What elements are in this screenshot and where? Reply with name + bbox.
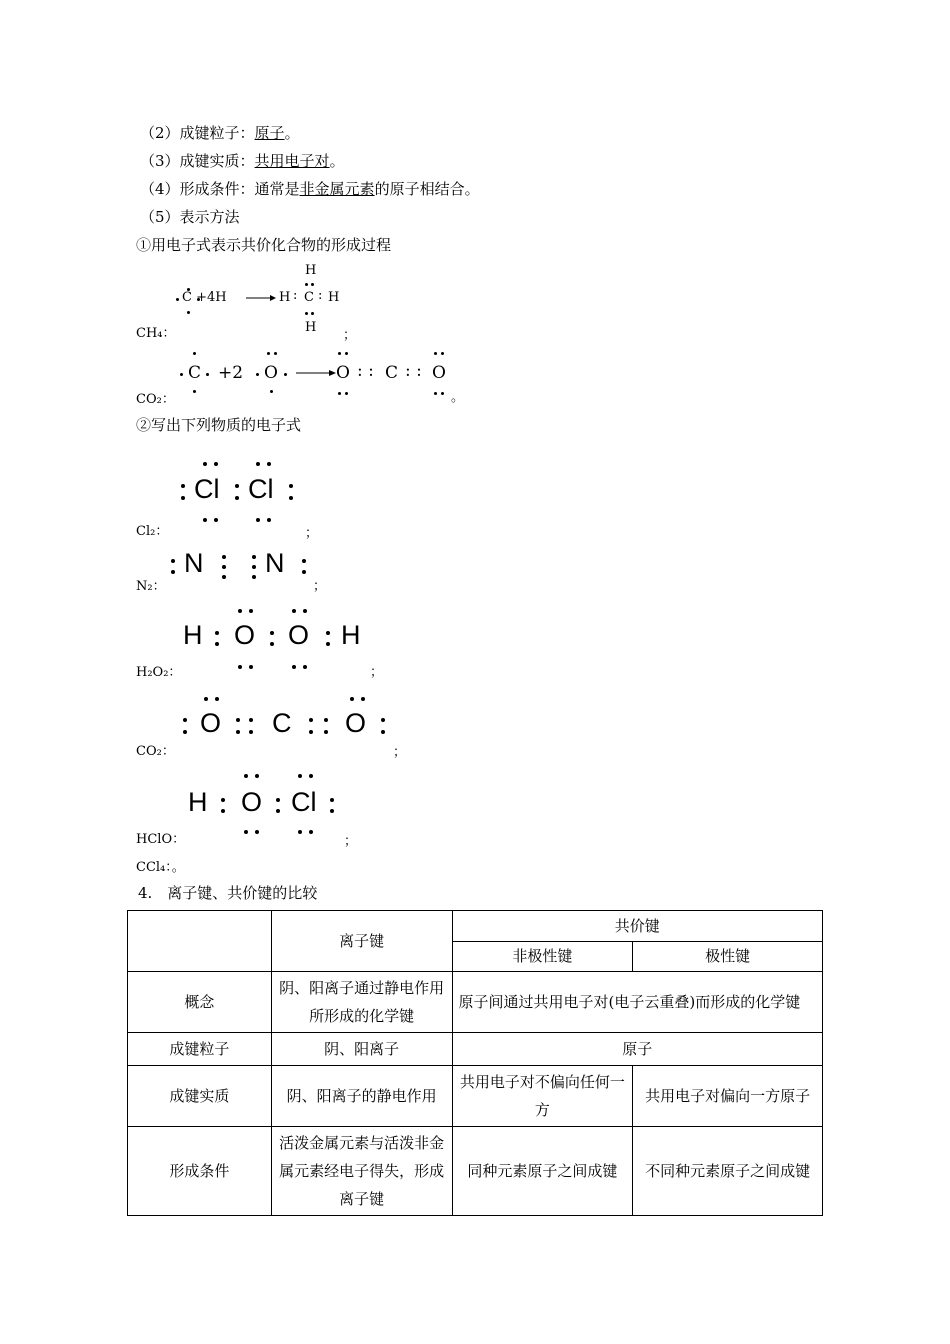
- hclo-cl: Cl: [291, 787, 317, 817]
- h2o2-h-1: H: [183, 620, 203, 650]
- concept-covalent: 原子间通过共用电子对(电子云重叠)而形成的化学键: [452, 972, 822, 1033]
- ch4-c: C: [304, 290, 314, 305]
- co2-semicolon: ；: [393, 745, 407, 760]
- cl2-label: Cl₂：: [136, 524, 169, 539]
- essence-nonpolar: 共用电子对不偏向任何一方: [452, 1066, 633, 1127]
- n2-label: N₂：: [136, 579, 166, 594]
- ccl4-label: CCl₄：。: [136, 860, 185, 875]
- header-empty-cell: [128, 911, 272, 972]
- n2-atom-2: N: [265, 548, 285, 578]
- hclo-semicolon: ；: [344, 834, 358, 849]
- ch4-colon-left: :: [293, 288, 298, 303]
- particles-covalent: 原子: [452, 1033, 822, 1066]
- co2-plus: +2: [218, 363, 244, 383]
- n2-semicolon: ；: [313, 579, 327, 594]
- h2o2-label: H₂O₂：: [136, 665, 182, 680]
- item-3-label: （3）成键实质：: [140, 152, 255, 170]
- item-3-value: 共用电子对: [254, 152, 330, 170]
- n2-atom-1: N: [184, 548, 204, 578]
- subheading-formation: ①用电子式表示共价化合物的形成过程: [136, 236, 392, 254]
- hclo-label: HClO：: [136, 832, 186, 847]
- item-3-suffix: 。: [329, 152, 345, 170]
- ch4-label: CH₄：: [136, 326, 176, 341]
- h2o2-semicolon: ；: [370, 665, 384, 680]
- particles-ionic: 阴、阳离子: [271, 1033, 452, 1066]
- ch4-colon-right: :: [318, 288, 323, 303]
- co2-o-left: O: [200, 708, 222, 738]
- arrow-icon: [296, 368, 336, 378]
- co2-o-reactant: O: [264, 363, 278, 383]
- row-label-essence: 成键实质: [128, 1066, 272, 1127]
- ch4-h-top: H: [305, 263, 317, 278]
- item-2: [140, 122, 300, 143]
- header-ionic: 离子键: [271, 911, 452, 972]
- ch4-semicolon: ；: [343, 328, 357, 343]
- item-4-suffix: 的原子相结合。: [374, 180, 480, 198]
- hclo-h: H: [188, 787, 208, 817]
- item-4-value: 非金属元素: [299, 180, 375, 198]
- co2-o-product-left: O: [336, 363, 350, 383]
- cl2-atom-2: Cl: [248, 474, 274, 504]
- h2o2-o-2: O: [288, 620, 310, 650]
- row-label-concept: 概念: [128, 972, 272, 1033]
- table-row: [128, 972, 823, 1033]
- co2-o-product-right: O: [432, 363, 446, 383]
- header-polar: 极性键: [633, 941, 823, 972]
- h2o2-o-1: O: [234, 620, 256, 650]
- conditions-nonpolar: 同种元素原子之间成键: [452, 1127, 633, 1216]
- essence-ionic: 阴、阳离子的静电作用: [271, 1066, 452, 1127]
- item-5: （5）表示方法: [140, 208, 240, 226]
- section-4-title: 4. 离子键、共价键的比较: [138, 884, 318, 902]
- h2o2-h-2: H: [341, 620, 361, 650]
- hclo-o: O: [241, 787, 263, 817]
- ch4-h-left: H: [279, 290, 291, 305]
- item-2-value: 原子: [254, 124, 285, 142]
- item-4-label: （4）形成条件：通常是: [140, 180, 300, 198]
- header-nonpolar: 非极性键: [452, 941, 633, 972]
- ch4-h-right: H: [328, 290, 340, 305]
- row-label-conditions: 形成条件: [128, 1127, 272, 1216]
- co2-colons-left: : :: [357, 361, 374, 381]
- arrow-icon: [246, 293, 276, 303]
- table-header-row: [128, 911, 823, 942]
- item-2-suffix: 。: [284, 124, 300, 142]
- cl2-semicolon: ；: [305, 526, 319, 541]
- subheading-electron: ②写出下列物质的电子式: [136, 416, 302, 434]
- item-3: [140, 150, 345, 171]
- co2-o-right: O: [345, 708, 367, 738]
- co2-colons-right: : :: [405, 361, 422, 381]
- table-row: [128, 1127, 823, 1216]
- header-covalent: 共价键: [452, 911, 822, 942]
- co2-period: 。: [451, 390, 465, 405]
- co2-c-product: C: [385, 363, 399, 383]
- co2-formation-label: CO₂：: [136, 392, 175, 407]
- co2-c-center: C: [272, 708, 292, 738]
- row-label-particles: 成键粒子: [128, 1033, 272, 1066]
- conditions-polar: 不同种元素原子之间成键: [633, 1127, 823, 1216]
- ch4-reactants: C +4H: [182, 290, 227, 305]
- conditions-ionic: 活泼金属元素与活泼非金属元素经电子得失，形成离子键: [271, 1127, 452, 1216]
- co2-electron-label: CO₂：: [136, 744, 175, 759]
- item-2-label: （2）成键粒子：: [140, 124, 255, 142]
- table-row: [128, 1033, 823, 1066]
- table-row: [128, 1066, 823, 1127]
- co2-c-reactant: C: [188, 363, 202, 383]
- cl2-atom-1: Cl: [194, 474, 220, 504]
- comparison-table: [127, 910, 823, 1216]
- item-4: [140, 178, 480, 199]
- concept-ionic: 阴、阳离子通过静电作用所形成的化学键: [271, 972, 452, 1033]
- essence-polar: 共用电子对偏向一方原子: [633, 1066, 823, 1127]
- ch4-h-bottom: H: [305, 320, 317, 335]
